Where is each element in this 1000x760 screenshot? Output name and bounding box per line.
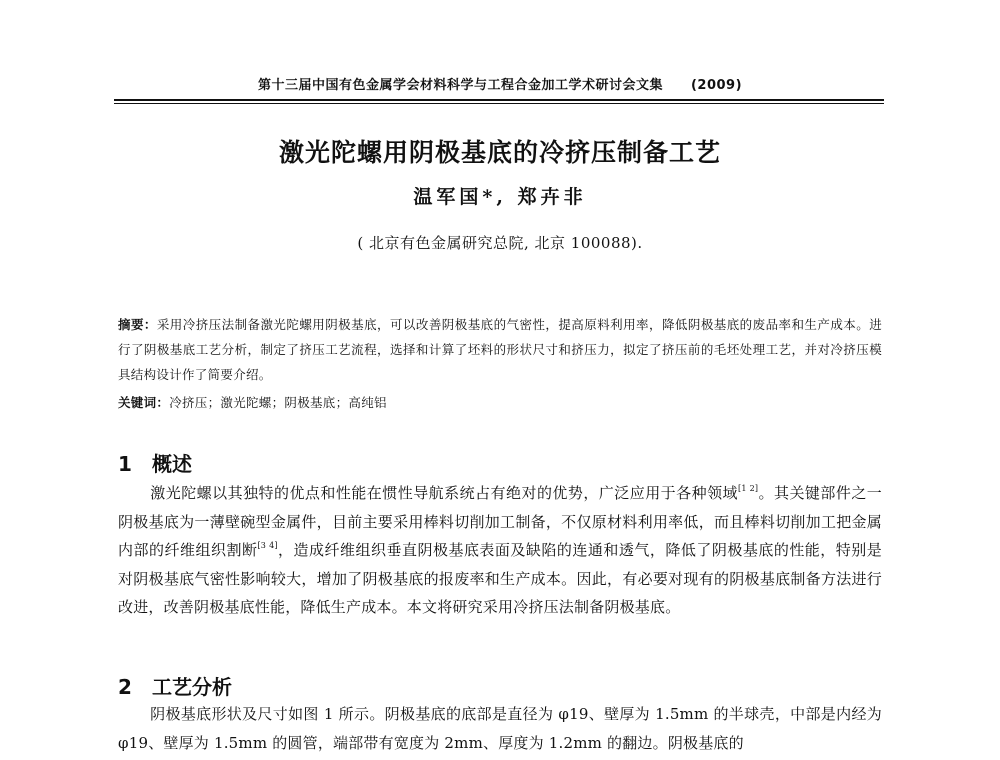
section-1-text-part1: 激光陀螺以其独特的优点和性能在惯性导航系统占有绝对的优势，广泛应用于各种领域 [150,484,739,502]
authors: 温军国*, 郑卉非 [413,186,587,208]
citation-3-4: [3 4] [257,541,278,550]
running-header [0,74,1000,93]
affiliation: ( 北京有色金属研究总院, 北京 100088). [357,234,643,252]
header-rule-thin [114,103,884,104]
keywords [118,392,882,414]
section-2-heading [118,671,232,700]
section-1-number: 1 [118,452,132,476]
abstract-label: 摘要： [118,317,157,332]
abstract [118,312,882,387]
section-2-text: 阴极基底形状及尺寸如图 1 所示。阴极基底的底部是直径为 φ19、壁厚为 1.5mm 的半球壳，中部是内经为 φ19、壁厚为 1.5mm 的圆管，端部带有宽度为 2mm、厚度为 1.2mm 的翻边。阴极基底的 [118,705,882,752]
abstract-text: 采用冷挤压法制备激光陀螺用阴极基底，可以改善阴极基底的气密性，提高原料利用率，降低阴极基底的废品率和生产成本。进行了阴极基底工艺分析，制定了挤压工艺流程，选择和计算了坯料的形状尺寸和挤压力，拟定了挤压前的毛坯处理工艺，并对冷挤压模具结构设计作了简要介绍。 [118,317,882,382]
section-1-paragraph [118,479,882,622]
section-1-text-part2: 。其关键部件之一阴极基底为一薄壁碗型金属件，目前主要采用棒料切削加工制备，不仅原材料利用率低，而且棒料切削加工把金属内部的纤维组织割断 [118,484,882,559]
keywords-label: 关键词： [118,395,170,410]
journal-year: (2009) [690,78,743,93]
journal-name: 第十三届中国有色金属学会材料科学与工程合金加工学术研讨会文集 [257,78,663,93]
section-1-text-part3: ，造成纤维组织垂直阴极基底表面及缺陷的连通和透气，降低了阴极基底的性能，特别是对阴极基底气密性影响较大，增加了阴极基底的报废率和生产成本。因此，有必要对现有的阴极基底制备方法进行改进，改善阴极基底性能，降低生产成本。本文将研究采用冷挤压法制备阴极基底。 [118,541,882,616]
paper-title: 激光陀螺用阴极基底的冷挤压制备工艺 [278,138,721,167]
citation-1-2: [1 2] [738,484,759,493]
keywords-text: 冷挤压；激光陀螺；阴极基底；高纯铝 [169,395,387,410]
section-2-title: 工艺分析 [152,675,232,699]
section-2-number: 2 [118,675,132,699]
section-1-title: 概述 [152,452,192,476]
section-1-heading [118,448,192,477]
section-2-paragraph [118,700,882,757]
header-rule-thick [114,99,884,101]
